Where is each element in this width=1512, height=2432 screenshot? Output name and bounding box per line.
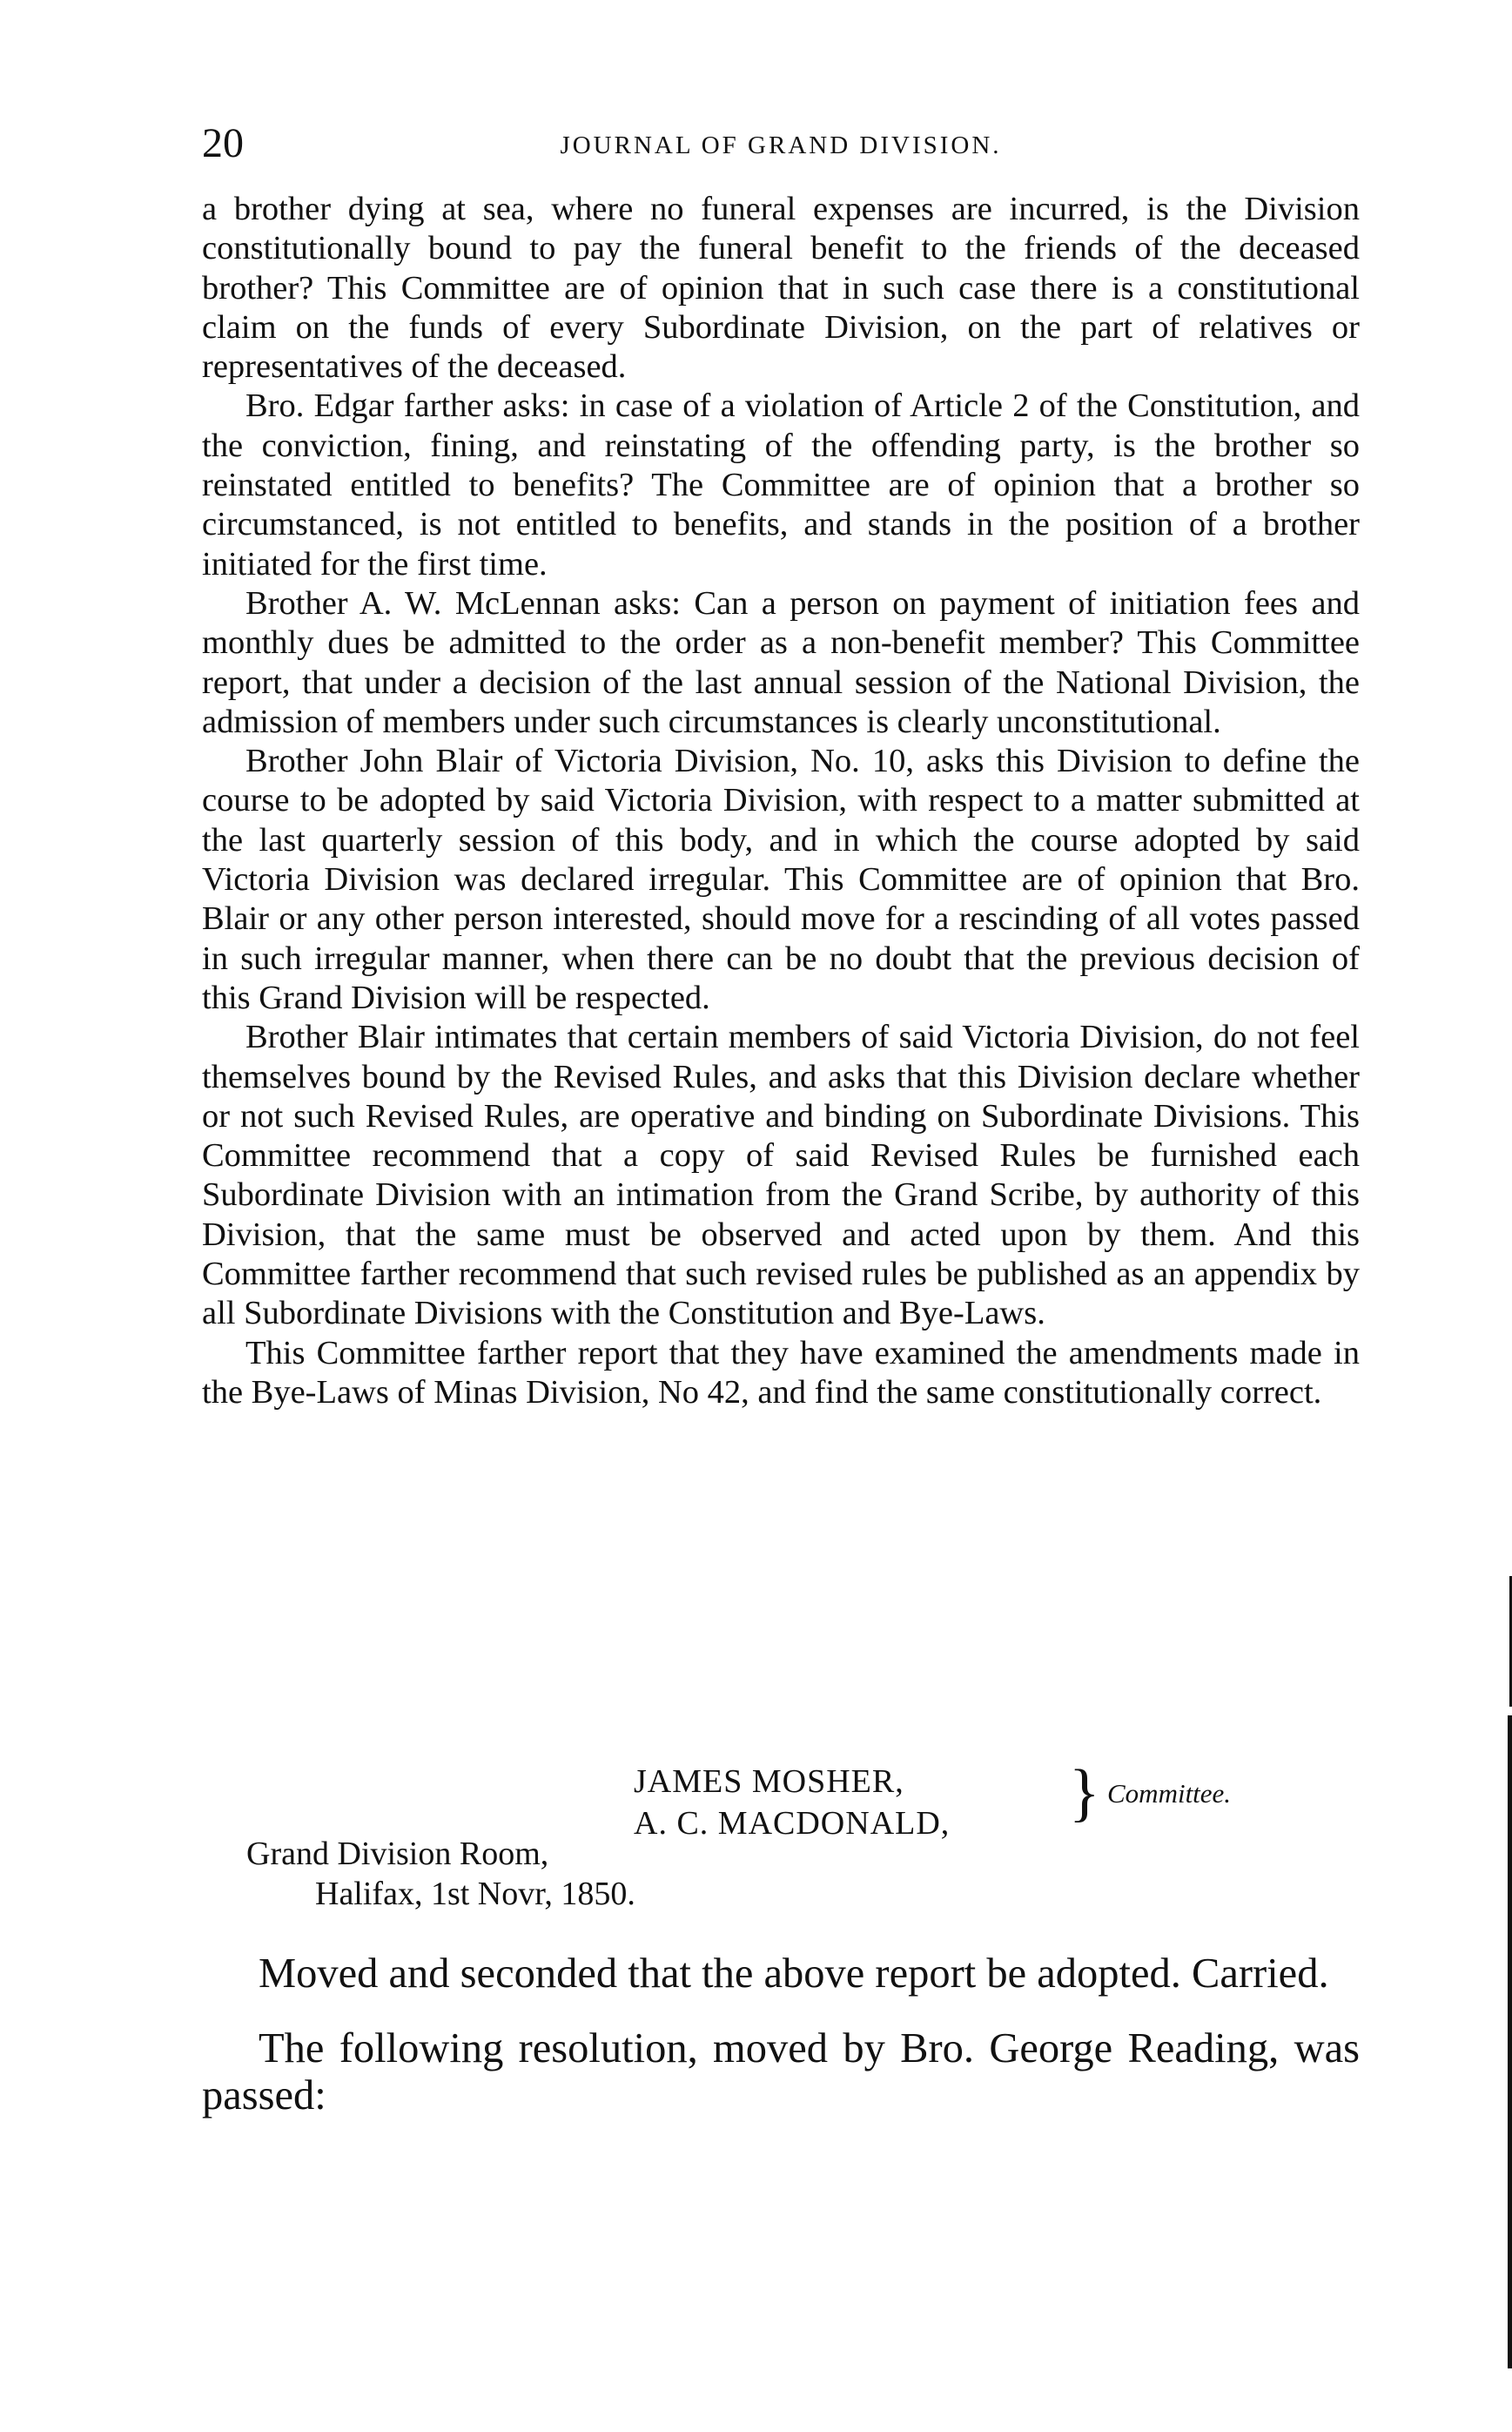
scan-margin-line — [1508, 1715, 1512, 2368]
date-line: Halifax, 1st Novr, 1850. — [315, 1876, 635, 1912]
brace-glyph: } — [1069, 1757, 1100, 1829]
minutes-section — [202, 1950, 1360, 2119]
resolution-intro: The following resolution, moved by Bro. George Reading, was passed: — [202, 2025, 1360, 2119]
report-paragraph: Brother Blair intimates that certain members of said Victoria Division, do not feel themselves bound by the Revised Rules, and asks that this Division declare whether or not such Revised Rules, are operative and binding on Subordinate Divisions. This Committee recommend that a copy of said Revised Rules be furnished each Subordinate Division with an intimation from the Grand Scribe, by authority of this Division, that the same must be observed and acted upon by them. And this Committee farther recommend that such revised rules be published as an appendix by all Subordinate Divisions with the Constitution and Bye-Laws. — [202, 1019, 1360, 1332]
committee-report — [202, 190, 1360, 1412]
committee-label: Committee. — [1107, 1778, 1232, 1809]
report-paragraph: Bro. Edgar farther asks: in case of a violation of Article 2 of the Constitution, and the conviction, fining, and reinstating of the offending party, is the brother so reinstated entitled to benefits? The Committee are of opinion that a brother so circumstanced, is not entitled to benefits, and stands in the position of a brother initiated for the first time. — [202, 387, 1360, 583]
page-number: 20 — [202, 120, 244, 166]
journal-title: JOURNAL OF GRAND DIVISION. — [560, 131, 1002, 159]
report-paragraph: Brother A. W. McLennan asks: Can a person on payment of initiation fees and monthly dues be admitted to the order as a non-benefit member? This Committee report, that under a decision of the last annual session of the National Division, the admission of members under such circumstances is clearly unconstitutional. — [202, 584, 1360, 740]
motion-text: Moved and seconded that the above report be adopted. Carried. — [259, 1950, 1329, 1997]
place-line: Grand Division Room, — [246, 1836, 549, 1872]
running-head — [202, 118, 1360, 170]
report-paragraph: a brother dying at sea, where no funeral expenses are incurred, is the Division constitutionally bound to pay the funeral benefit to the friends of the deceased brother? This Committee are of opinion that in such case there is a constitutional claim on the funds of every Subordinate Division, on the part of relatives or representatives of the deceased. — [202, 191, 1360, 386]
report-paragraph: This Committee farther report that they have examined the amendments made in the Bye-Laws of Minas Division, No 42, and find the same constitutionally correct. — [202, 1334, 1360, 1411]
report-paragraph: Brother John Blair of Victoria Division, No. 10, asks this Division to define the course to be adopted by said Victoria Division, with respect to a matter submitted at the last quarterly session of this body, and in which the course adopted by said Victoria Division was declared irregular. This Committee are of opinion that Bro. Blair or any other person interested, should move for a rescinding of all votes passed in such irregular manner, when there can be no doubt that the previous decision of this Grand Division will be respected. — [202, 743, 1360, 1016]
signatory-name: A. C. MACDONALD, — [634, 1805, 951, 1842]
signatory-name: JAMES MOSHER, — [634, 1763, 904, 1800]
